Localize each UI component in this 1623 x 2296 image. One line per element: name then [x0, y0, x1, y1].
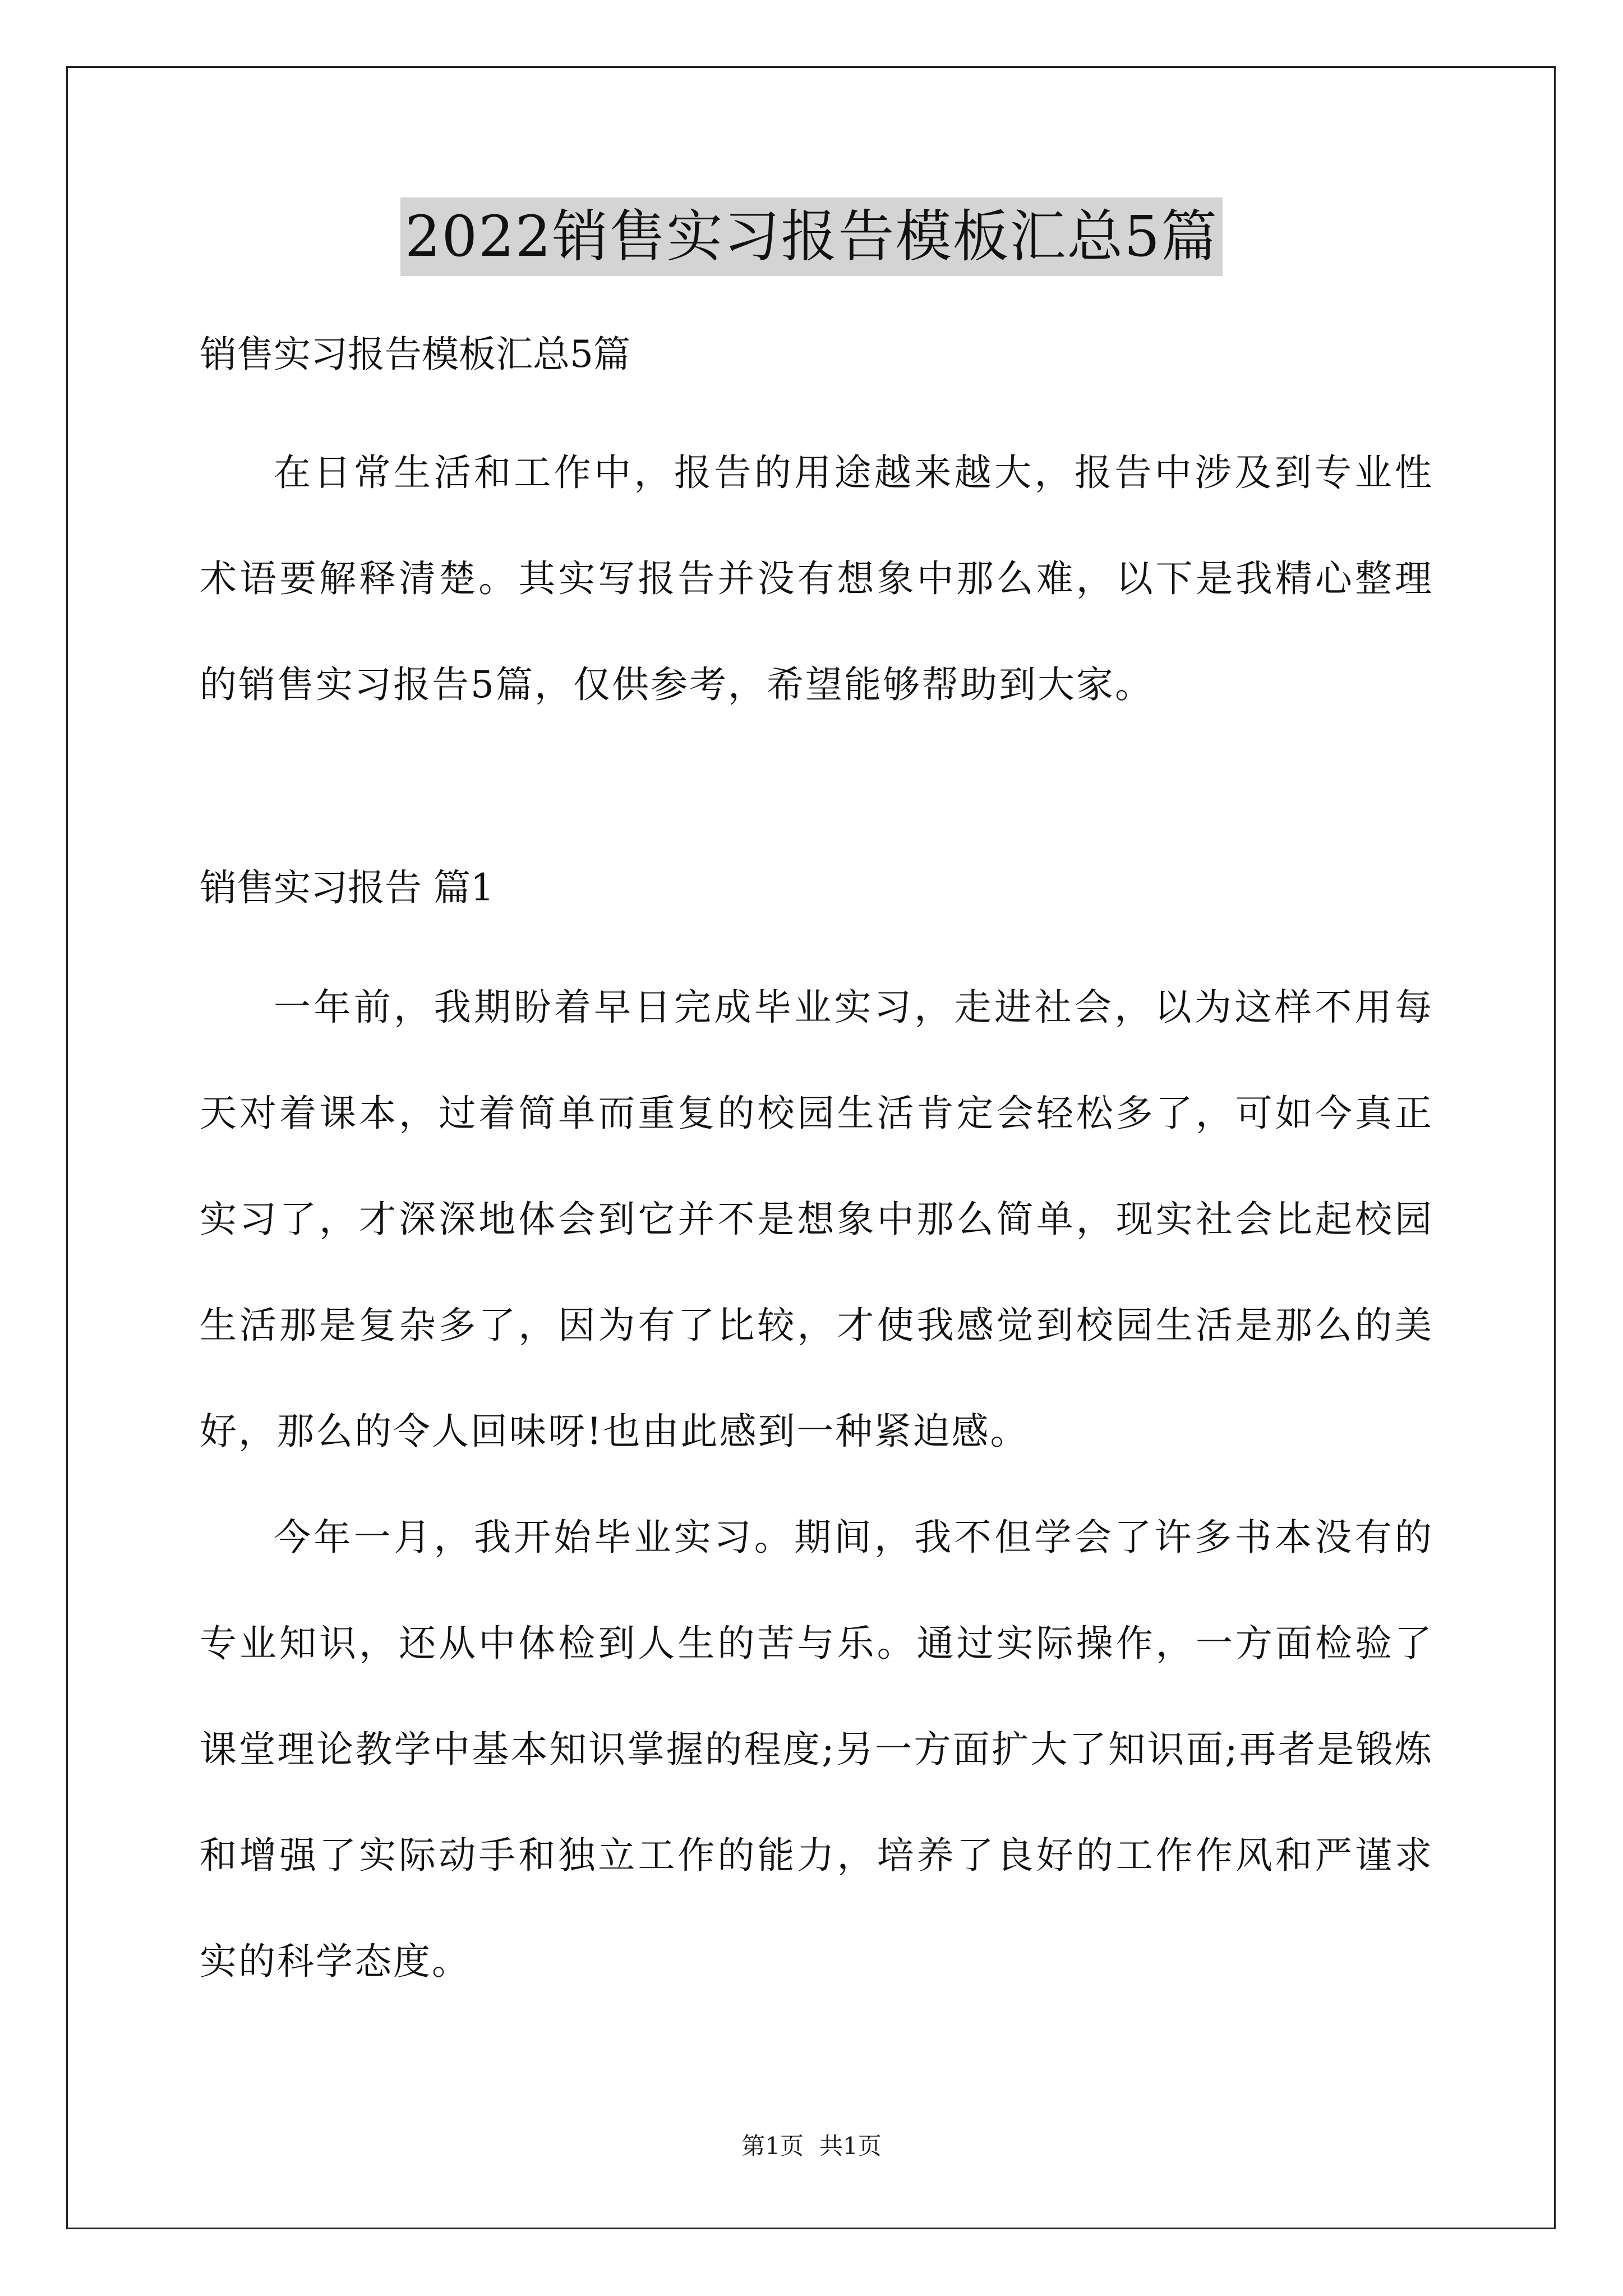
page-number: 第1页 — [741, 2132, 804, 2160]
document-subtitle: 销售实习报告模板汇总5篇 — [200, 333, 630, 376]
document-title: 2022销售实习报告模板汇总5篇 — [400, 197, 1223, 276]
document-body — [200, 314, 1433, 2014]
intro-paragraph: 在日常生活和工作中，报告的用途越来越大，报告中涉及到专业性术语要解释清楚。其实写报告并没有想象中那么难，以下是我精心整理的销售实习报告5篇，仅供参考，希望能够帮助到大家。 — [200, 451, 1433, 706]
page-total: 共1页 — [819, 2132, 882, 2160]
title-block — [0, 197, 1623, 276]
body-paragraph-1: 一年前，我期盼着早日完成毕业实习，走进社会，以为这样不用每天对着课本，过着简单而重复的校园生活肯定会轻松多了，可如今真正实习了，才深深地体会到它并不是想象中那么简单，现实社会比起校园生活那是复杂多了，因为有了比较，才使我感觉到校园生活是那么的美好，那么的令人回味呀!也由此感到一种紧迫感。 — [200, 986, 1433, 1453]
section-heading: 销售实习报告 篇1 — [200, 866, 494, 909]
body-paragraph-2: 今年一月，我开始毕业实习。期间，我不但学会了许多书本没有的专业知识，还从中体检到人生的苦与乐。通过实际操作，一方面检验了课堂理论教学中基本知识掌握的程度;另一方面扩大了知识面;再者是锻炼和增强了实际动手和独立工作的能力，培养了良好的工作作风和严谨求实的科学态度。 — [200, 1516, 1433, 1983]
page-footer — [0, 2129, 1623, 2163]
